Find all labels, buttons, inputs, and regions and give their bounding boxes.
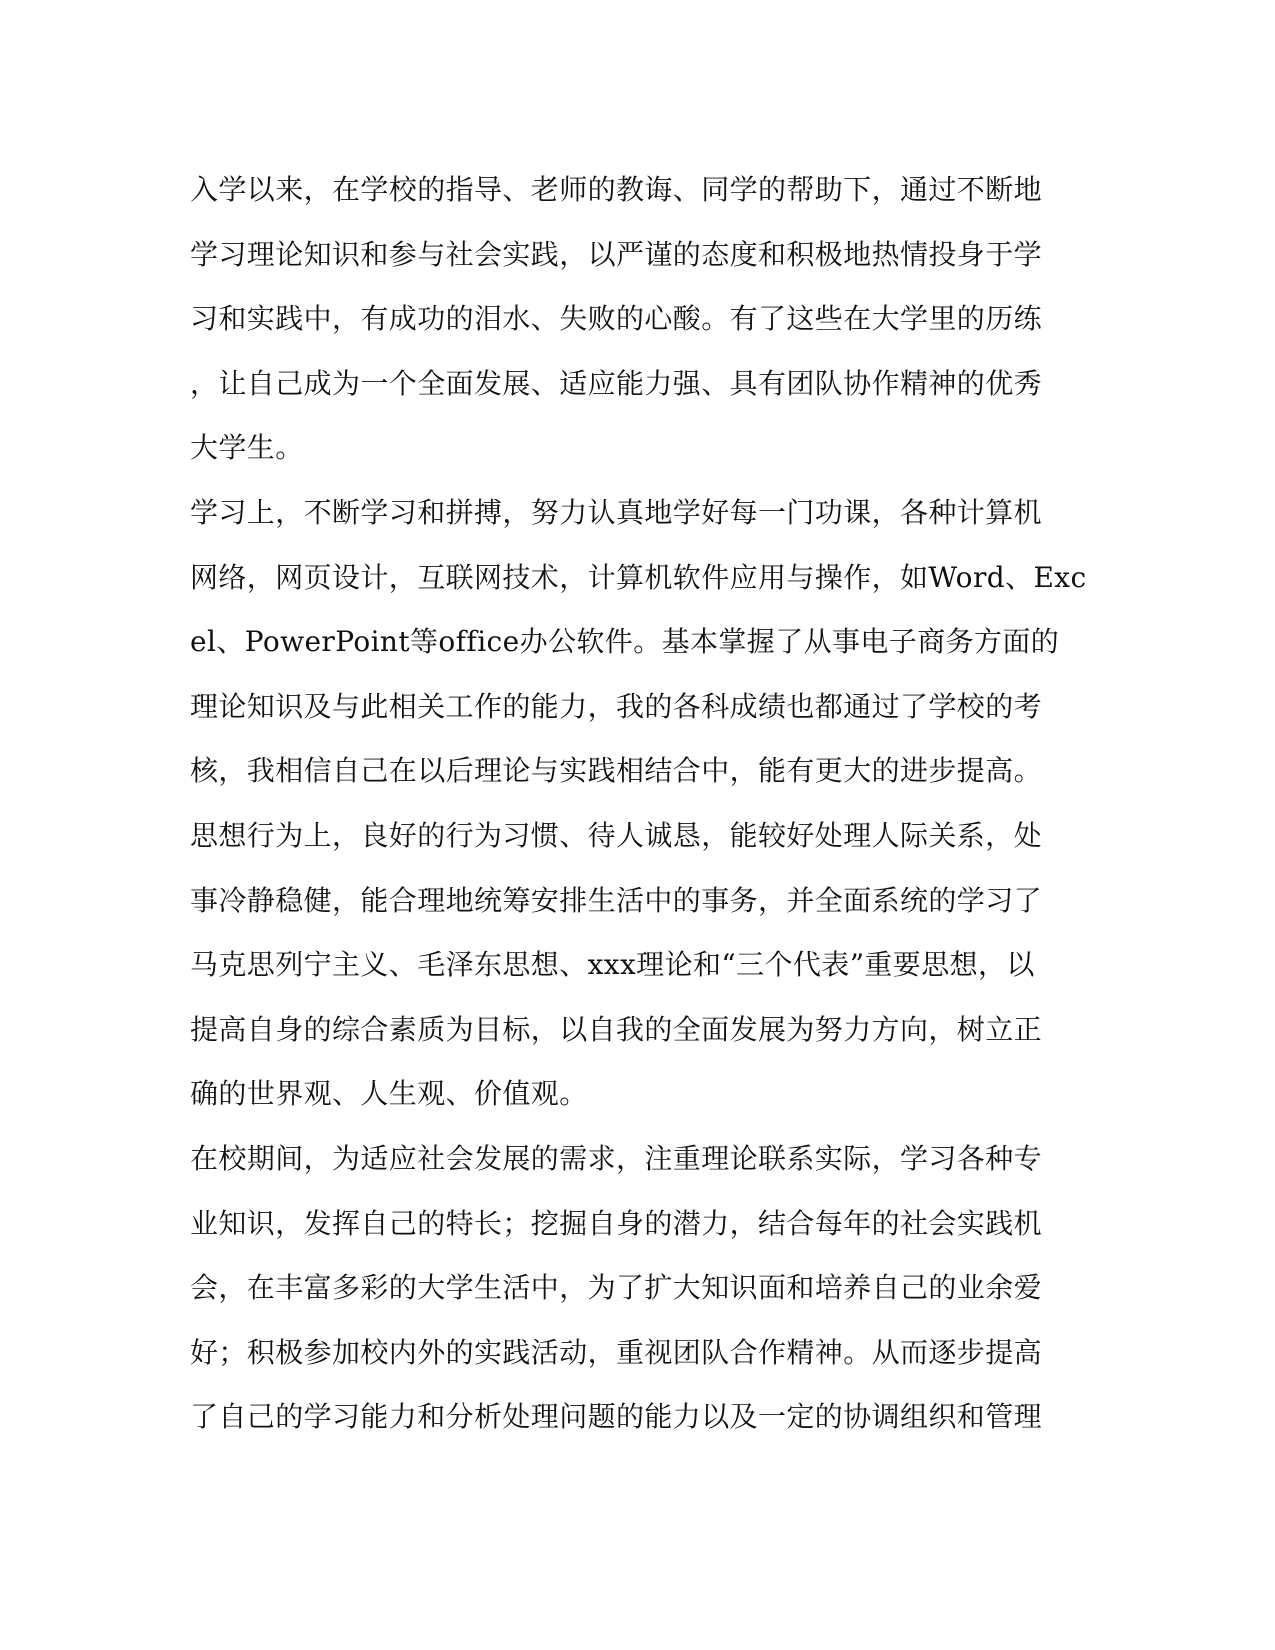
- text-line: 了自己的学习能力和分析处理问题的能力以及一定的协调组织和管理: [190, 1400, 1043, 1434]
- text-line: 马克思列宁主义、毛泽东思想、xxx理论和“三个代表”重要思想，以: [190, 948, 1035, 982]
- text-line: 确的世界观、人生观、价值观。: [190, 1077, 588, 1111]
- text-line: 事冷静稳健，能合理地统筹安排生活中的事务，并全面系统的学习了: [190, 883, 1043, 917]
- text-line: 提高自身的综合素质为目标，以自我的全面发展为努力方向，树立正: [190, 1012, 1043, 1046]
- text-line: 核，我相信自己在以后理论与实践相结合中，能有更大的进步提高。: [190, 754, 1043, 788]
- text-line: 大学生。: [190, 431, 304, 465]
- body-text: [190, 158, 1090, 1450]
- text-line: el、PowerPoint等office办公软件。基本掌握了从事电子商务方面的: [190, 625, 1060, 659]
- text-line: 理论知识及与此相关工作的能力，我的各科成绩也都通过了学校的考: [190, 689, 1043, 723]
- text-line: 学习理论知识和参与社会实践，以严谨的态度和积极地热情投身于学: [190, 237, 1043, 271]
- text-line: 入学以来，在学校的指导、老师的教诲、同学的帮助下，通过不断地: [190, 173, 1043, 206]
- text-line: 习和实践中，有成功的泪水、失败的心酸。有了这些在大学里的历练: [190, 302, 1043, 336]
- text-line: 在校期间，为适应社会发展的需求，注重理论联系实际，学习各种专: [190, 1141, 1043, 1175]
- text-line: 好；积极参加校内外的实践活动，重视团队合作精神。从而逐步提高: [190, 1335, 1043, 1369]
- text-line: 业知识，发挥自己的特长；挖掘自身的潜力，结合每年的社会实践机: [190, 1206, 1043, 1240]
- text-line: 会，在丰富多彩的大学生活中，为了扩大知识面和培养自己的业余爱: [190, 1271, 1043, 1305]
- text-line: 学习上，不断学习和拼搏，努力认真地学好每一门功课，各种计算机: [190, 495, 1043, 529]
- text-line: 网络，网页设计，互联网技术，计算机软件应用与操作，如Word、Exc: [190, 560, 1087, 594]
- text-line: ，让自己成为一个全面发展、适应能力强、具有团队协作精神的优秀: [190, 366, 1043, 400]
- text-line: 思想行为上，良好的行为习惯、待人诚恳，能较好处理人际关系，处: [190, 818, 1043, 852]
